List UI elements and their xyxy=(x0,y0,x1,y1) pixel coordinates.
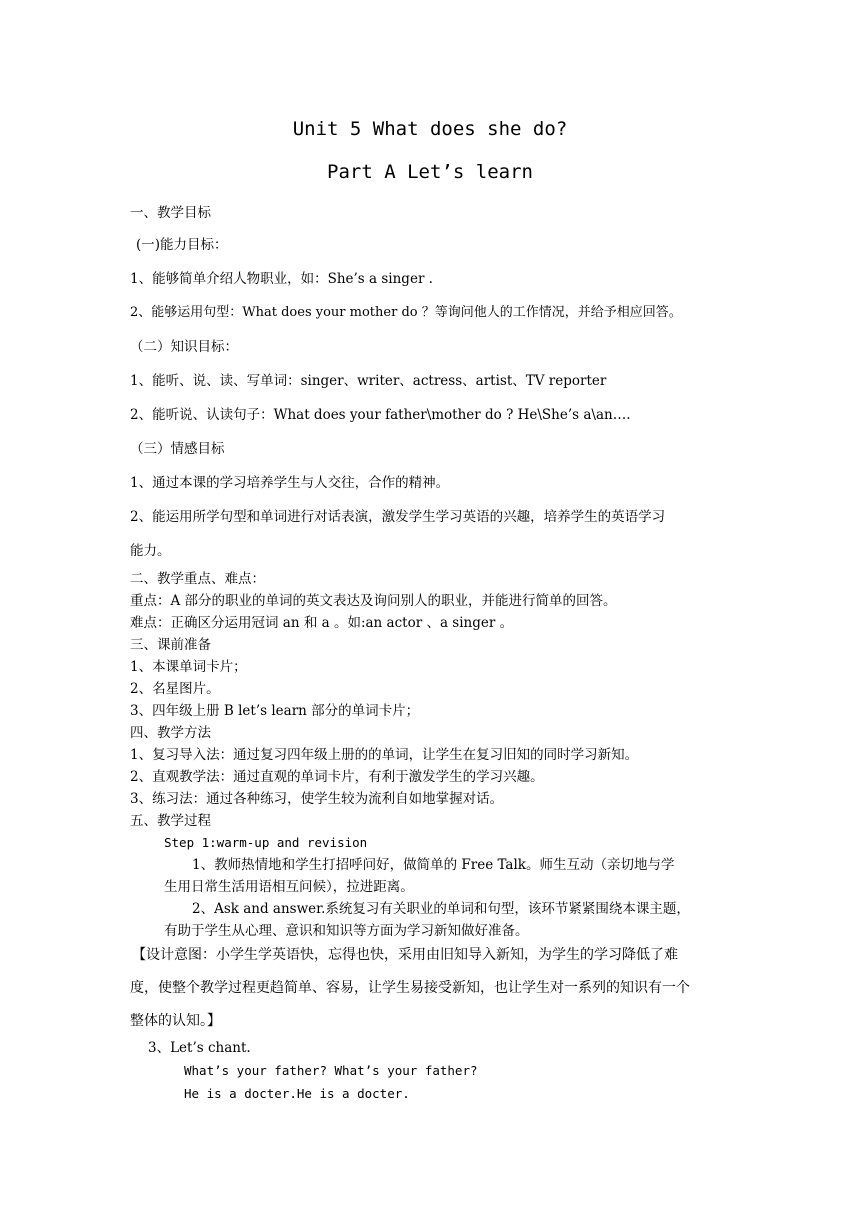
emotion-item-2: 2、能运用所学句型和单词进行对话表演，激发学生学习英语的兴趣，培养学生的英语学习 xyxy=(130,509,666,525)
method-item-3: 3、练习法：通过各种练习，使学生较为流利自如地掌握对话。 xyxy=(130,791,504,807)
preparation-item-2: 2、名星图片。 xyxy=(130,681,220,697)
document-subtitle: Part A Let’s learn xyxy=(327,161,533,183)
design-intent-line-1: 【设计意图：小学生学英语快，忘得也快，采用由旧知导入新知，为学生的学习降低了难 xyxy=(132,947,678,963)
method-item-1: 1、复习导入法：通过复习四年级上册的的单词，让学生在复习旧知的同时学习新知。 xyxy=(130,747,639,763)
section-heading-objectives: 一、教学目标 xyxy=(130,205,211,221)
step-1-label: Step 1:warm-up and revision xyxy=(164,835,368,850)
section-heading-methods: 四、教学方法 xyxy=(130,725,211,741)
ability-item-2: 2、能够运用句型：What does your mother do ？等询问他人的工作情况，并给予相应回答。 xyxy=(130,305,682,320)
preparation-item-3: 3、四年级上册 B let’s learn 部分的单词卡片； xyxy=(130,703,420,719)
knowledge-item-2: 2、能听说、认读句子：What does your father\mother do ? He\She’s a\an…. xyxy=(130,407,631,423)
section-heading-process: 五、教学过程 xyxy=(130,813,211,829)
chant-heading: 3、Let’s chant. xyxy=(148,1040,251,1056)
document-title: Unit 5 What does she do? xyxy=(292,118,568,140)
knowledge-item-1: 1、能听、说、读、写单词：singer、writer、actress、artist、TV reporter xyxy=(130,373,607,389)
step-1-item-2-cont: 有助于学生从心理、意识和知识等方面为学习新知做好准备。 xyxy=(164,923,529,939)
step-1-item-2: 2、Ask and answer.系统复习有关职业的单词和句型，该环节紧紧围绕本课主题， xyxy=(192,901,690,917)
ability-item-1: 1、能够简单介绍人物职业，如：She’s a singer . xyxy=(130,271,433,287)
chant-line-2: He is a docter.He is a docter. xyxy=(184,1086,410,1101)
subheading-emotion: （三）情感目标 xyxy=(130,441,225,457)
chant-line-1: What’s your father? What’s your father? xyxy=(184,1063,478,1078)
section-heading-preparation: 三、课前准备 xyxy=(130,637,211,653)
difficulty-text: 难点：正确区分运用冠词 an 和 a 。如:an actor 、a singer 。 xyxy=(130,615,514,631)
key-point-text: 重点：A 部分的职业的单词的英文表达及询问别人的职业，并能进行简单的回答。 xyxy=(130,593,617,609)
design-intent-line-2: 度，使整个教学过程更趋简单、容易，让学生易接受新知，也让学生对一系列的知识有一个 xyxy=(130,980,690,996)
step-1-item-1: 1、教师热情地和学生打招呼问好，做简单的 Free Talk。师生互动（亲切地与学 xyxy=(192,857,675,873)
method-item-2: 2、直观教学法：通过直观的单词卡片，有利于激发学生的学习兴趣。 xyxy=(130,769,544,785)
subheading-knowledge: （二）知识目标： xyxy=(130,339,238,355)
preparation-item-1: 1、本课单词卡片； xyxy=(130,659,247,675)
emotion-item-1: 1、通过本课的学习培养学生与人交往，合作的精神。 xyxy=(130,475,450,491)
emotion-item-2-cont: 能力。 xyxy=(130,543,171,559)
design-intent-line-3: 整体的认知。】 xyxy=(130,1013,221,1029)
subheading-ability: (一)能力目标： xyxy=(136,237,228,253)
step-1-item-1-cont: 生用日常生活用语相互问候），拉进距离。 xyxy=(164,879,414,895)
section-heading-key-points: 二、教学重点、难点： xyxy=(130,571,265,587)
